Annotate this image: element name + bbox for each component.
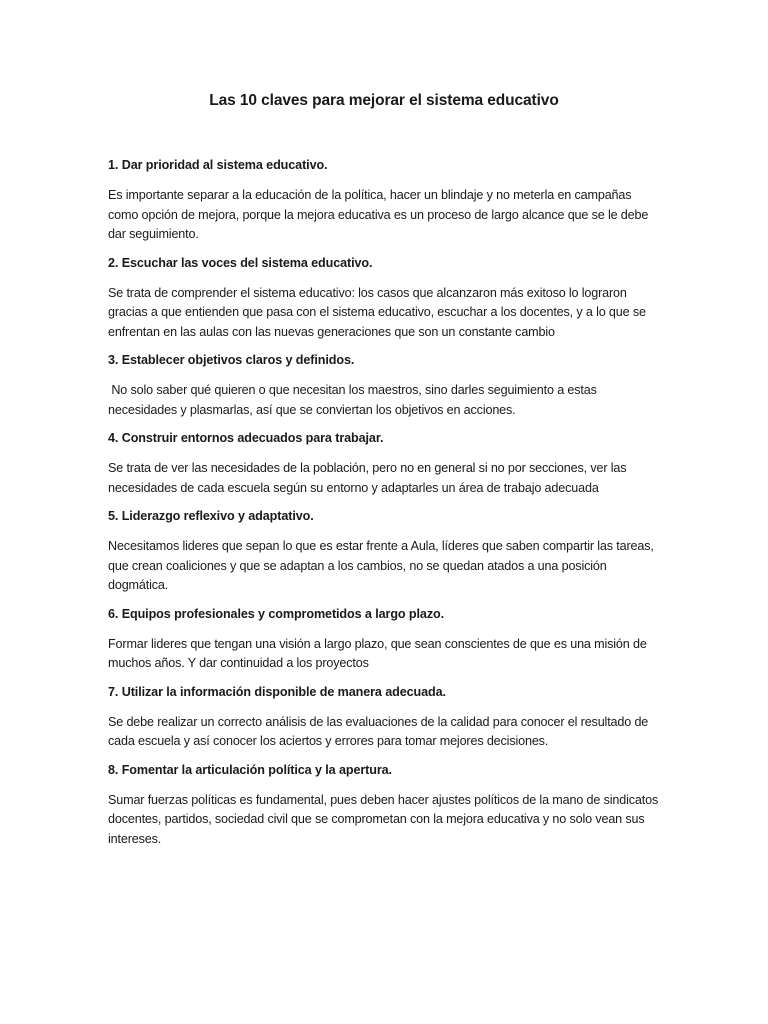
section-3 bbox=[108, 351, 660, 420]
section-heading: 8. Fomentar la articulación política y la apertura. bbox=[108, 762, 392, 777]
section-heading: 7. Utilizar la información disponible de manera adecuada. bbox=[108, 684, 446, 699]
section-1 bbox=[108, 156, 660, 245]
section-heading: 5. Liderazgo reflexivo y adaptativo. bbox=[108, 509, 314, 523]
section-2 bbox=[108, 254, 660, 343]
section-heading: 2. Escuchar las voces del sistema educativo. bbox=[108, 255, 373, 270]
section-heading: 6. Equipos profesionales y comprometidos a largo plazo. bbox=[108, 606, 445, 621]
section-4 bbox=[108, 429, 660, 498]
section-heading: 3. Establecer objetivos claros y definidos. bbox=[108, 353, 355, 367]
section-6 bbox=[108, 605, 660, 674]
section-paragraph: Se trata de comprender el sistema educativo: los casos que alcanzaron más exitoso lo lograron gracias a que entienden que pasa con el sistema educativo, escuchar a los docentes, y a lo que se enfrentan en las aulas con las nuevas generaciones que son un constante cambio bbox=[108, 285, 650, 339]
section-7 bbox=[108, 683, 660, 752]
section-paragraph: Se trata de ver las necesidades de la población, pero no en general si no por secciones, ver las necesidades de cada escuela según su entorno y adaptarles un área de trabajo adecuada bbox=[108, 461, 630, 495]
section-paragraph: No solo saber qué quieren o que necesitan los maestros, sino darles seguimiento a estas necesidades y plasmarlas, así que se conviertan los objetivos en acciones. bbox=[108, 383, 601, 417]
section-heading: 1. Dar prioridad al sistema educativo. bbox=[108, 158, 328, 172]
section-5 bbox=[108, 507, 660, 596]
section-paragraph: Es importante separar a la educación de la política, hacer un blindaje y no meterla en campañas como opción de mejora, porque la mejora educativa es un proceso de largo alcance que se le debe dar seguimiento. bbox=[108, 188, 652, 241]
section-8 bbox=[108, 761, 660, 850]
section-paragraph: Se debe realizar un correcto análisis de las evaluaciones de la calidad para conocer el resultado de cada escuela y así conocer los aciertos y errores para tomar mejores decisiones. bbox=[108, 714, 652, 748]
section-heading: 4. Construir entornos adecuados para trabajar. bbox=[108, 431, 384, 445]
document-title: Las 10 claves para mejorar el sistema educativo bbox=[209, 92, 559, 109]
section-paragraph: Necesitamos lideres que sepan lo que es estar frente a Aula, líderes que saben compartir las tareas, que crean coaliciones y que se adaptan a los cambios, no se quedan atados a una posición dogmática. bbox=[108, 539, 658, 592]
section-paragraph: Formar lideres que tengan una visión a largo plazo, que sean conscientes de que es una misión de muchos años. Y dar continuidad a los proyectos bbox=[108, 636, 651, 670]
section-paragraph: Sumar fuerzas políticas es fundamental, pues deben hacer ajustes políticos de la mano de sindicatos docentes, partidos, sociedad civil que se comprometan con la mejora educativa y no solo vean sus intereses. bbox=[108, 792, 662, 846]
